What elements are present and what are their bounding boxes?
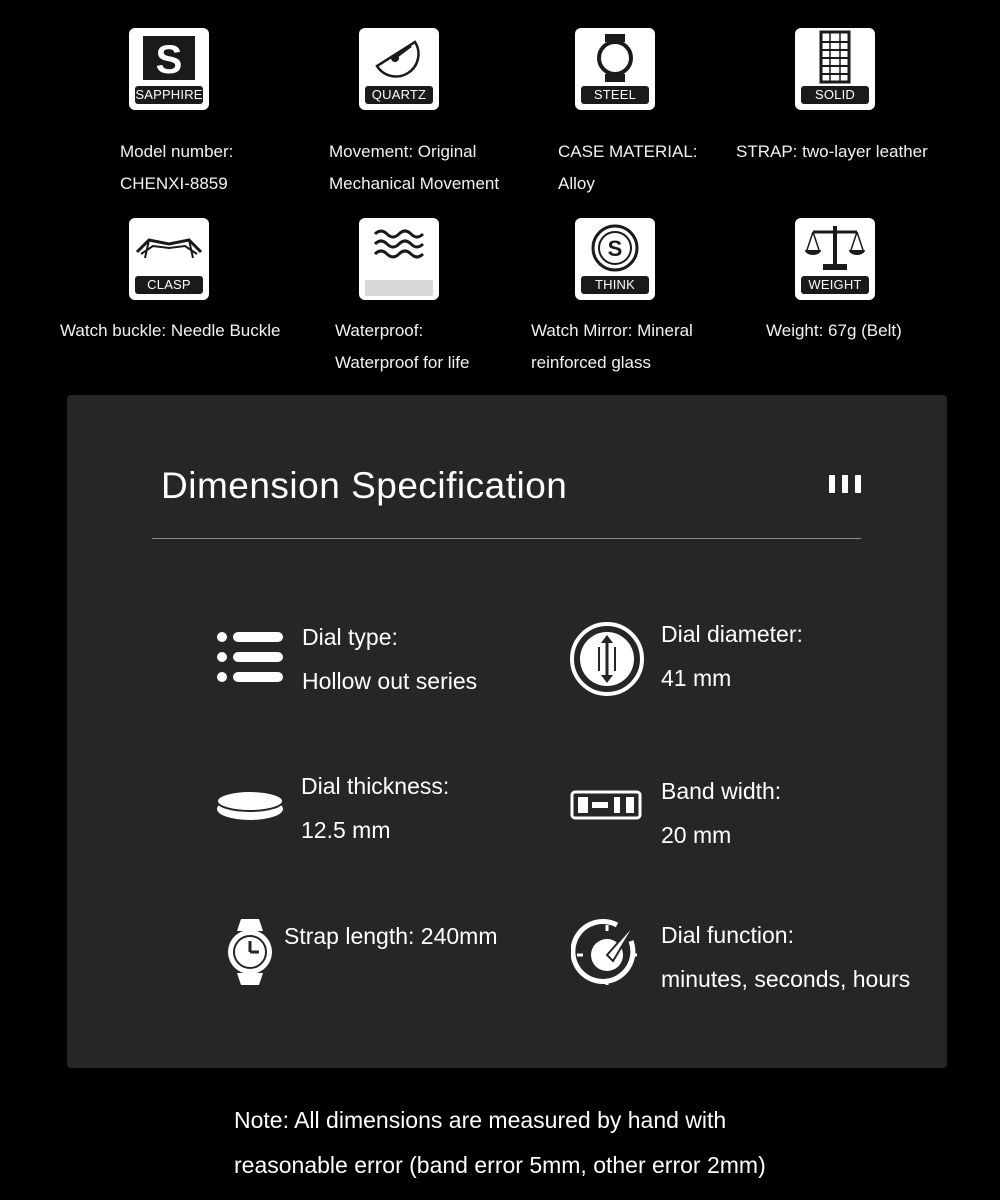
sapphire-badge (129, 28, 209, 110)
weight-text: Weight: 67g (Belt) (766, 321, 902, 340)
band-width-spec: Band width: 20 mm (661, 778, 782, 848)
waterproof-badge (359, 218, 439, 300)
thickness-disc-icon (215, 789, 285, 823)
movement-text: Movement: Original Mechanical Movement (329, 142, 500, 193)
quartz-badge (359, 28, 439, 110)
menu-bars-icon (829, 475, 863, 493)
measurement-note: Note: All dimensions are measured by hand with reasonable error (band error 5mm, other error 2mm) (234, 1107, 766, 1178)
strap-length-spec: Strap length: 240mm (284, 923, 498, 949)
watch-mirror-text: Watch Mirror: Mineral reinforced glass (531, 321, 693, 372)
watch-buckle-text: Watch buckle: Needle Buckle (60, 321, 281, 340)
gauge-icon (571, 917, 643, 989)
band-icon (570, 790, 642, 820)
waterproof-text: Waterproof: Waterproof for life (335, 321, 470, 372)
svg-text:S: S (607, 236, 623, 261)
panel-title: Dimension Specification (161, 465, 568, 506)
badge-label: STEEL (581, 86, 649, 104)
steel-badge (575, 28, 655, 110)
list-icon (215, 629, 285, 685)
dial-type-spec: Dial type: Hollow out series (302, 624, 478, 694)
diameter-icon (569, 621, 645, 697)
dial-diameter-spec: Dial diameter: 41 mm (661, 621, 803, 691)
weight-badge (795, 218, 875, 300)
model-number-text: Model number: CHENXI-8859 (120, 142, 234, 193)
waterproof-waves-icon (359, 218, 439, 300)
watch-icon (227, 917, 273, 987)
badge-label: CLASP (135, 276, 203, 294)
strap-text: STRAP: two-layer leather (736, 142, 928, 161)
case-material-text: CASE MATERIAL: Alloy (558, 142, 698, 193)
dial-function-spec: Dial function: minutes, seconds, hours (661, 922, 911, 992)
badge-label: WEIGHT (801, 276, 869, 294)
badge-label: THINK (581, 276, 649, 294)
think-badge (575, 218, 655, 300)
dial-thickness-spec: Dial thickness: 12.5 mm (301, 773, 450, 843)
badge-label: QUARTZ (365, 86, 433, 104)
solid-badge (795, 28, 875, 110)
badge-label: SAPPHIRE (135, 87, 203, 102)
title-divider (152, 538, 861, 539)
badge-label: SOLID (801, 86, 869, 104)
clasp-badge (129, 218, 209, 300)
dimension-panel (67, 395, 947, 1068)
svg-text:S: S (155, 38, 183, 82)
